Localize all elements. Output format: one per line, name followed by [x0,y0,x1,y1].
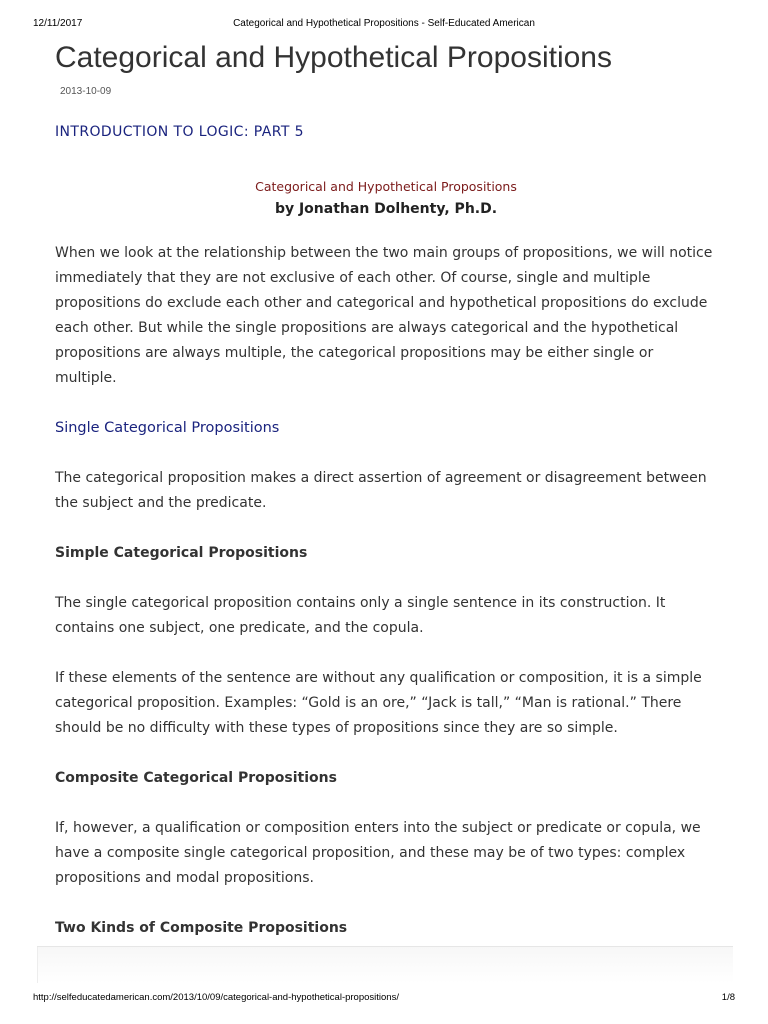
heading-single-categorical: Single Categorical Propositions [55,420,280,436]
intro-paragraph: When we look at the relationship between the two main groups of propositions, we will notice immediately that they are not exclusive of each other. Of course, single and multiple propositions do exclude each other and categorical and hypothetical propositions do exclude each other. But while the single propositions are always categorical and the hypothetical propositions are always multiple, the categorical propositions may be either single or multiple. [55,245,713,386]
byline: by Jonathan Dolhenty, Ph.D. [274,201,498,217]
print-document-title: Categorical and Hypothetical Propositions - Self-Educated American [233,18,535,29]
page-break-divider [37,946,733,983]
page-number: 1/8 [721,992,735,1003]
paragraph-simple-examples: If these elements of the sentence are without any qualification or composition, it is a simple categorical proposition. Examples: “Gold is an ore,” “Jack is tall,” “Man is rational.” There should be no difficulty with these types of propositions since they are so simple. [55,670,702,736]
paragraph-composite: If, however, a qualification or composition enters into the subject or predicate or copula, we have a composite single categorical proposition, and these may be of two types: complex propositions and modal propositions. [55,820,701,886]
post-date: 2013-10-09 [60,86,112,97]
heading-simple-categorical: Simple Categorical Propositions [55,545,308,561]
paragraph-single-categorical: The single categorical proposition contains only a single sentence in its construction. It contains one subject, one predicate, and the copula. [55,595,666,636]
article-subtitle: Categorical and Hypothetical Propositions [255,179,517,194]
print-footer [33,992,735,1006]
print-date: 12/11/2017 [33,18,83,29]
page-title: Categorical and Hypothetical Propositions [55,41,612,74]
article-body [55,120,717,966]
print-header [33,18,735,32]
divider-edge [37,947,38,983]
series-heading: INTRODUCTION TO LOGIC: PART 5 [55,124,304,140]
heading-composite-categorical: Composite Categorical Propositions [55,770,337,786]
print-url: http://selfeducatedamerican.com/2013/10/09/categorical-and-hypothetical-propositions/ [33,992,399,1003]
heading-two-kinds: Two Kinds of Composite Propositions [55,920,348,936]
paragraph-categorical-definition: The categorical proposition makes a direct assertion of agreement or disagreement between the subject and the predicate. [55,470,707,511]
